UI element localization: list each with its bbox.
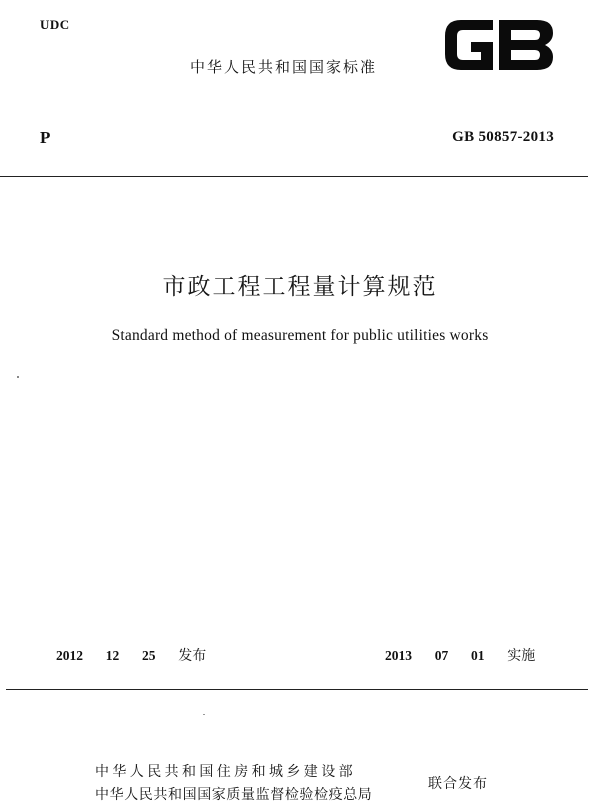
udc-label: UDC [40, 17, 70, 32]
title-english: Standard method of measurement for public utilities works [111, 327, 489, 344]
implement-date-line [385, 645, 535, 665]
joint-release-label: 联合发布 [428, 776, 488, 792]
standard-type: 中华人民共和国国家标准 [190, 58, 378, 76]
implement-date: 2013 07 01 [385, 648, 485, 663]
publisher-2: 中华人民共和国国家质量监督检验检疫总局 [95, 787, 373, 803]
scan-speck-2 [203, 714, 205, 715]
issue-date: 2012 12 25 [56, 648, 156, 663]
standard-number: GB 50857-2013 [452, 129, 554, 145]
issue-label: 发布 [178, 648, 207, 664]
gb-logo [441, 14, 557, 76]
category-code: P [40, 128, 51, 147]
title-chinese: 市政工程工程量计算规范 [162, 274, 438, 300]
scan-speck [17, 376, 19, 378]
publisher-1: 中华人民共和国住房和城乡建设部 [95, 764, 356, 780]
issue-date-line [56, 645, 206, 665]
top-divider [0, 176, 588, 177]
implement-label: 实施 [507, 648, 536, 664]
bottom-divider [6, 689, 588, 690]
